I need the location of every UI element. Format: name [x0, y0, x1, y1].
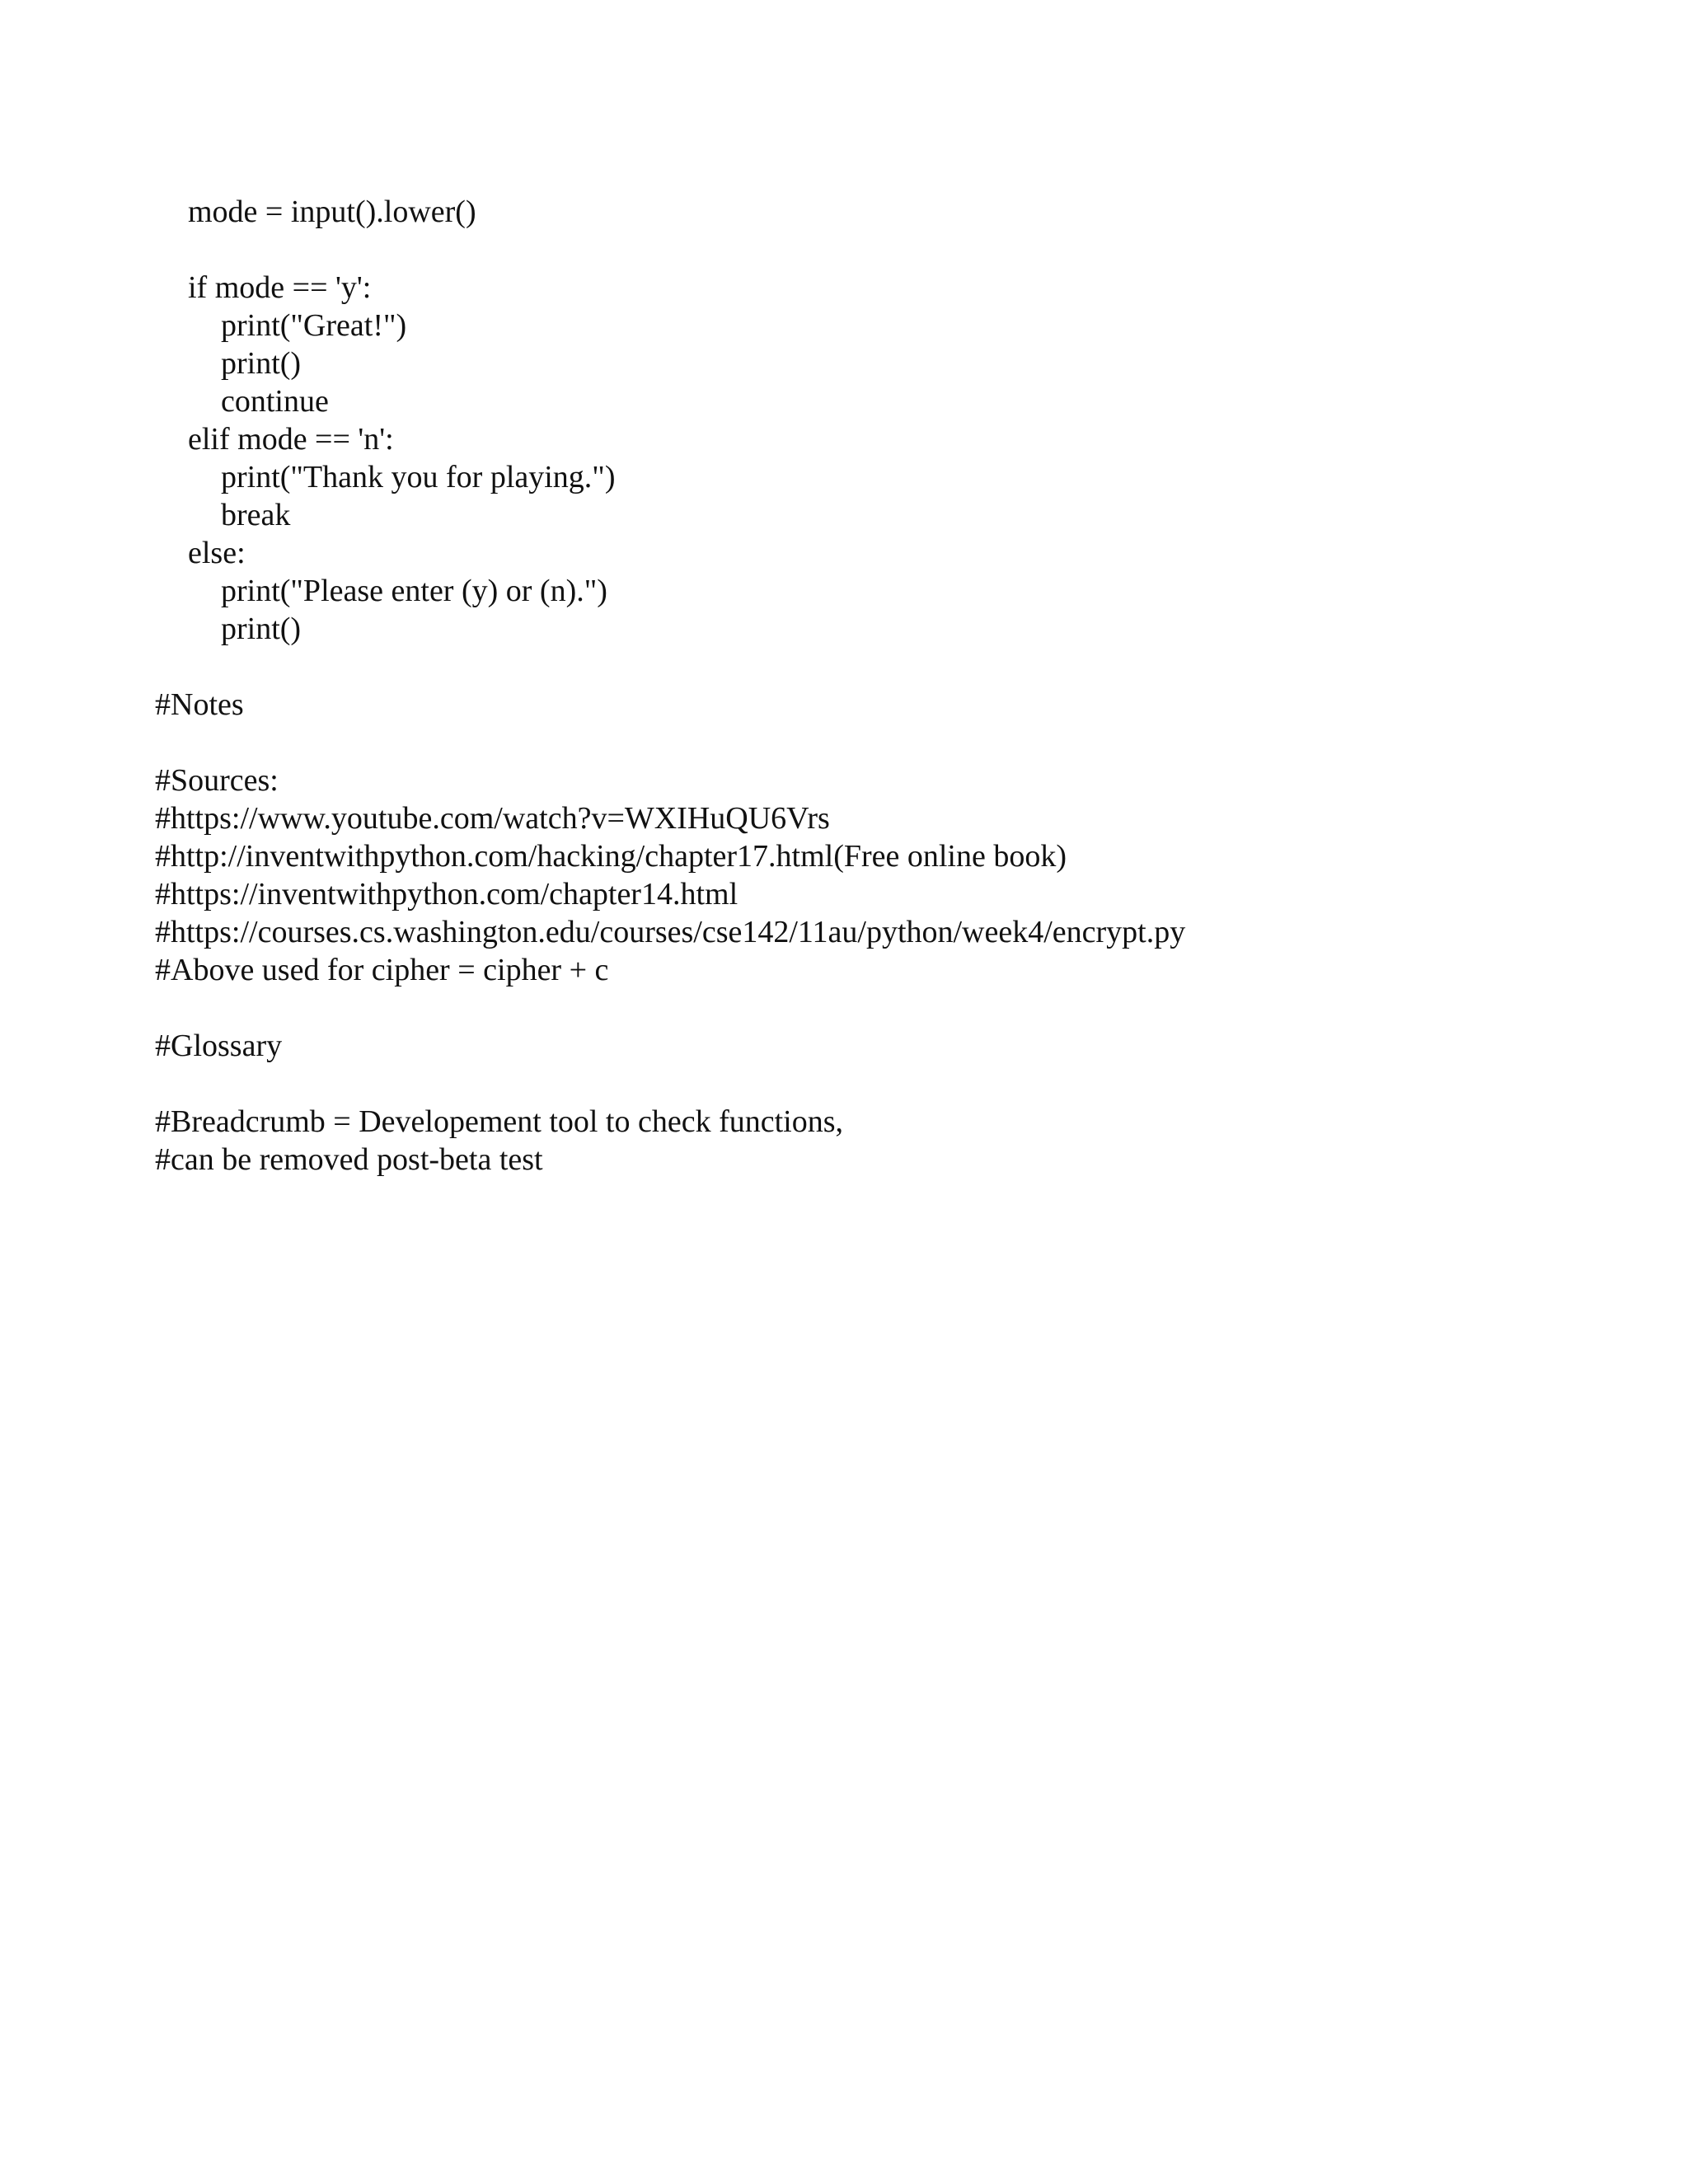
code-line: print() — [221, 346, 302, 381]
blank-line — [155, 648, 1622, 686]
code-line: continue — [221, 384, 329, 419]
code-line: elif mode == 'n': — [188, 422, 394, 457]
code-line: print("Please enter (y) or (n).") — [221, 574, 607, 608]
glossary-line: #Breadcrumb = Developement tool to check functions, — [155, 1104, 844, 1139]
code-line: if mode == 'y': — [188, 270, 372, 305]
code-line: print() — [221, 612, 302, 646]
blank-line — [155, 231, 1622, 269]
notes-heading: #Notes — [155, 687, 244, 722]
document-body — [155, 193, 1622, 1179]
glossary-line: #can be removed post-beta test — [155, 1142, 543, 1177]
source-line: #https://inventwithpython.com/chapter14.html — [155, 877, 738, 912]
source-line: #http://inventwithpython.com/hacking/chapter17.html(Free online book) — [155, 839, 1067, 874]
code-line: print("Great!") — [221, 308, 407, 343]
code-line: print("Thank you for playing.") — [221, 460, 616, 494]
glossary-heading: #Glossary — [155, 1029, 283, 1063]
source-line: #Above used for cipher = cipher + c — [155, 953, 609, 987]
code-line: break — [221, 498, 291, 532]
blank-line — [155, 989, 1622, 1027]
code-line: else: — [188, 536, 246, 570]
source-line: #https://www.youtube.com/watch?v=WXIHuQU6Vrs — [155, 801, 830, 836]
sources-heading: #Sources: — [155, 763, 279, 798]
code-line: mode = input().lower() — [188, 194, 476, 229]
blank-line — [155, 1065, 1622, 1103]
blank-line — [155, 724, 1622, 762]
source-line: #https://courses.cs.washington.edu/courses/cse142/11au/python/week4/encrypt.py — [155, 915, 1186, 949]
